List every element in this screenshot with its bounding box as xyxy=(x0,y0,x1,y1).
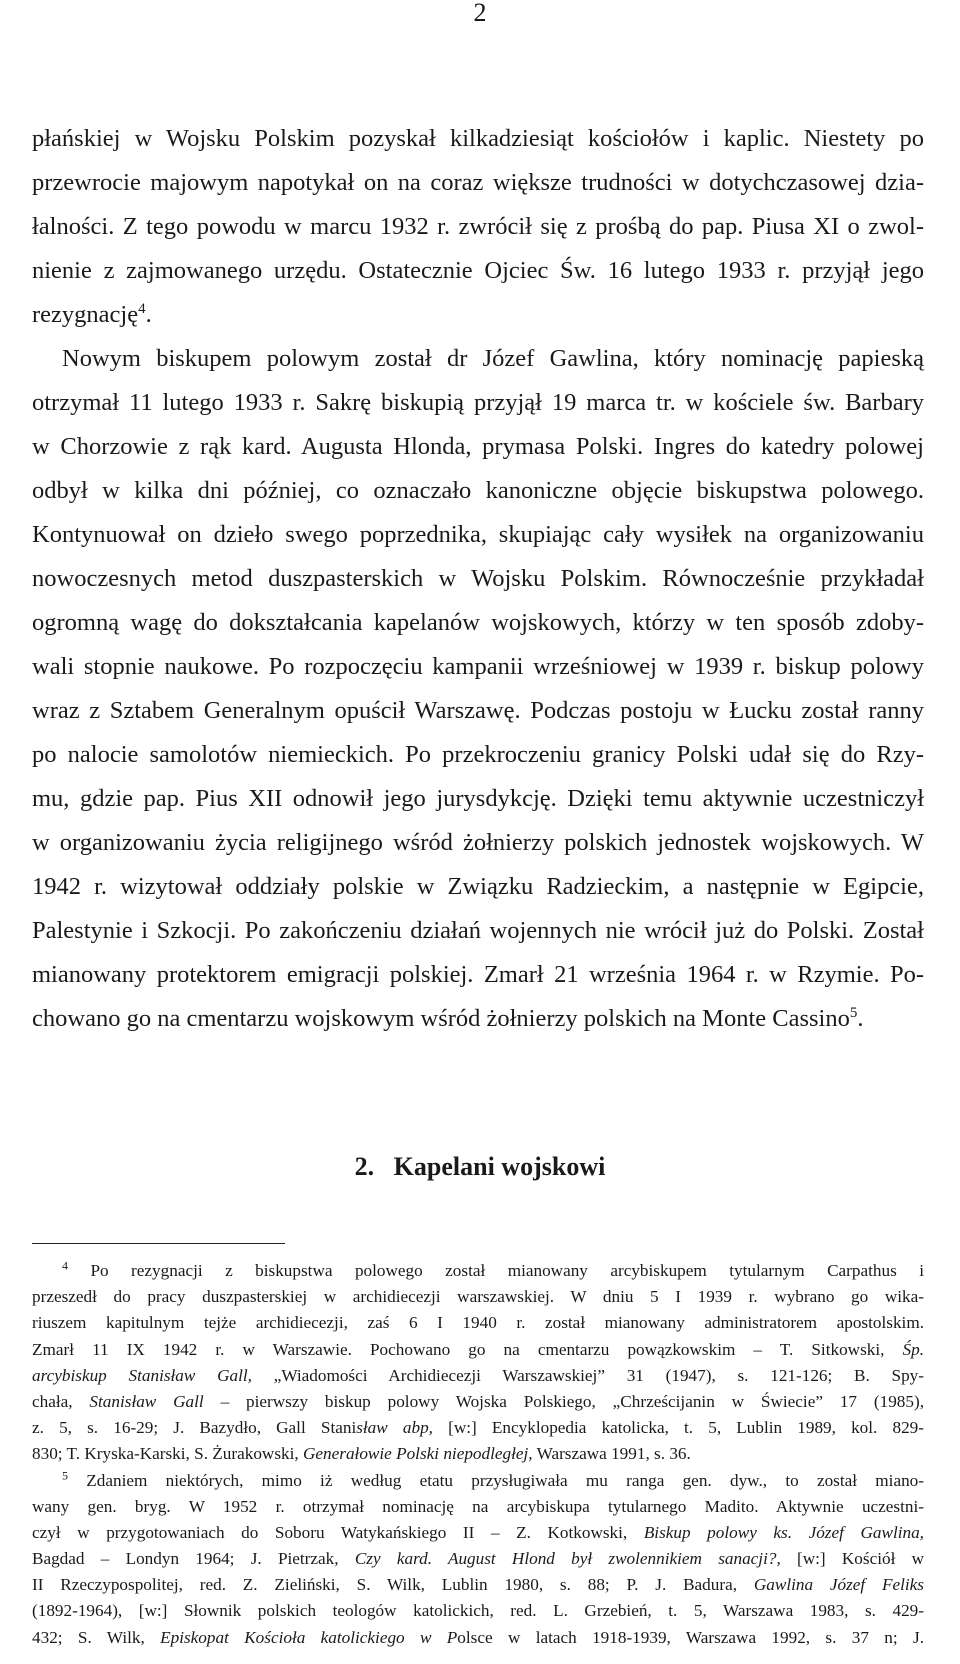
footnote-text: [w:] Encyklopedia katolicka, t. 5, Lublin 1989, kol. 829- xyxy=(448,1418,924,1438)
footnotes xyxy=(32,1258,924,1651)
period: . xyxy=(857,1005,864,1032)
footnote-number-5: 5 xyxy=(62,1467,68,1482)
footnote-5-line xyxy=(32,1625,924,1651)
body-text xyxy=(32,117,924,1041)
body-line-text: chowano go na cmentarzu wojskowym wśród żołnierzy polskich na Monte Cassino xyxy=(32,1005,850,1032)
footnote-text: z. 5, s. 16-29; J. Bazydło, Gall Stani xyxy=(32,1418,357,1438)
footnote-italic: arcybiskup Stanisław Gall, xyxy=(32,1365,252,1385)
footnote-5-line: (1892-1964), [w:] Słownik polskich teologów katolickich, red. L. Grzebień, t. 5, Warszawa 1983, s. 429- xyxy=(32,1601,924,1621)
body-line: nowoczesnych metod duszpasterskich w Wojsku Polskim. Równocześnie przykładał xyxy=(32,565,924,592)
body-line: przewrocie majowym napotykał on na coraz większe trudności w dotychczasowej dzia- xyxy=(32,169,924,196)
footnote-italic: Episkopat Kościoła katolickiego w P xyxy=(160,1627,458,1647)
footnote-separator xyxy=(32,1243,285,1244)
body-line: w organizowaniu życia religijnego wśród żołnierzy polskich jednostek wojskowych. W xyxy=(32,829,924,856)
body-line: mianowany protektorem emigracji polskiej. Zmarł 21 września 1964 r. w Rzymie. Po- xyxy=(32,961,924,988)
footnote-5-line: wany gen. bryg. W 1952 r. otrzymał nominację na arcybiskupa tytularnego Madito. Aktywnie uczestni- xyxy=(32,1496,924,1516)
footnote-5-line xyxy=(32,1468,924,1494)
footnote-text: 432; S. Wilk, xyxy=(32,1627,145,1647)
body-line: mu, gdzie pap. Pius XII odnowił jego jurysdykcję. Dzięki temu aktywnie uczestniczył xyxy=(32,785,924,812)
body-line: wraz z Sztabem Generalnym opuścił Warszawę. Podczas postoju w Łucku został ranny xyxy=(32,697,924,724)
footnote-text: Zdaniem niektórych, mimo iż według etatu przysługiwała mu ranga gen. dyw., to został miano- xyxy=(86,1470,924,1490)
body-line: łalności. Z tego powodu w marcu 1932 r. zwrócił się z prośbą do pap. Piusa XI o zwol- xyxy=(32,213,924,240)
footnote-4-line xyxy=(32,1415,924,1441)
body-line: odbył w kilka dni później, co oznaczało kanoniczne objęcie biskupstwa polowego. xyxy=(32,477,924,504)
footnote-ref-4[interactable]: 4 xyxy=(138,300,146,317)
footnote-text: – pierwszy biskup polowy Wojska Polskiego, „Chrześcijanin w Świecie” 17 (1985), xyxy=(220,1391,924,1411)
footnote-text: chała, xyxy=(32,1391,73,1411)
footnote-5-line xyxy=(32,1546,924,1572)
footnote-italic: Biskup polowy ks. Józef Gawlina, xyxy=(643,1522,924,1542)
footnote-5-line xyxy=(32,1572,924,1598)
body-line: Kontynuował on dzieło swego poprzednika, skupiając cały wysiłek na organizowaniu xyxy=(32,521,924,548)
footnote-italic: Śp. xyxy=(902,1339,924,1359)
footnote-4-line xyxy=(32,1337,924,1363)
footnote-text: Zmarł 11 IX 1942 r. w Warszawie. Pochowano go na cmentarzu powązkowskim – T. Sitkowski, xyxy=(32,1339,885,1359)
footnote-text: Po rezygnacji z biskupstwa polowego został mianowany arcybiskupem tytularnym Carpathus i xyxy=(90,1261,924,1280)
body-line: 1942 r. wizytował oddziały polskie w Związku Radzieckim, a następnie w Egipcie, xyxy=(32,873,924,900)
footnote-4-line xyxy=(32,1389,924,1415)
footnote-text: czył w przygotowaniach do Soboru Watykańskiego II – Z. Kotkowski, xyxy=(32,1522,628,1542)
footnote-number-4: 4 xyxy=(62,1258,68,1273)
footnote-4-line xyxy=(32,1258,924,1284)
body-line-text: rezygnację xyxy=(32,301,139,328)
footnote-4-line xyxy=(32,1363,924,1389)
footnote-4-line: riuszem kapitulnym tejże archidiecezji, zaś 6 I 1940 r. został mianowany administratorem apostolskim. xyxy=(32,1313,924,1333)
body-line: ogromną wagę do dokształcania kapelanów wojskowych, którzy w ten sposób zdoby- xyxy=(32,609,924,636)
body-line: płańskiej w Wojsku Polskim pozyskał kilkadziesiąt kościołów i kaplic. Niestety po xyxy=(32,125,924,152)
footnote-italic: sław abp, xyxy=(356,1418,433,1438)
footnote-text: [w:] Kościół w xyxy=(797,1549,925,1569)
footnote-text: II Rzeczypospolitej, red. Z. Zieliński, S. Wilk, Lublin 1980, s. 88; P. J. Badura, xyxy=(32,1575,738,1595)
body-line: w Chorzowie z rąk kard. Augusta Hlonda, prymasa Polski. Ingres do katedry polowej xyxy=(32,433,924,460)
body-line xyxy=(32,293,924,337)
body-line: wali stopnie naukowe. Po rozpoczęciu kampanii wrześniowej w 1939 r. biskup polowy xyxy=(32,653,924,680)
footnote-italic: Generałowie Polski niepodległej, xyxy=(303,1444,533,1464)
section-heading: 2. Kapelani wojskowi xyxy=(354,1152,606,1181)
footnote-text: „Wiadomości Archidiecezji Warszawskiej” 31 (1947), s. 121-126; B. Spy- xyxy=(273,1365,924,1385)
footnote-italic: Czy kard. August Hlond był zwolennikiem sanacji?, xyxy=(354,1549,781,1569)
body-line: Nowym biskupem polowym został dr Józef Gawlina, który nominację papieską xyxy=(62,345,924,372)
body-line: Palestynie i Szkocji. Po zakończeniu działań wojennych nie wrócił już do Polski. Został xyxy=(32,917,924,944)
page-number: 2 xyxy=(473,0,487,27)
body-line xyxy=(32,997,924,1041)
footnote-4-line xyxy=(32,1441,924,1467)
footnote-text: olsce w latach 1918-1939, Warszawa 1992, s. 37 n; J. xyxy=(457,1627,924,1647)
body-line: otrzymał 11 lutego 1933 r. Sakrę biskupią przyjął 19 marca tr. w kościele św. Barbary xyxy=(32,389,924,416)
footnote-4-line: przeszedł do pracy duszpasterskiej w archidiecezji warszawskiej. W dniu 5 I 1939 r. wybrano go wika- xyxy=(32,1287,924,1307)
body-line: po nalocie samolotów niemieckich. Po przekroczeniu granicy Polski udał się do Rzy- xyxy=(32,741,924,768)
footnote-italic: Stanisław Gall xyxy=(89,1391,204,1411)
footnote-ref-5[interactable]: 5 xyxy=(849,1004,858,1021)
footnote-italic: Gawlina Józef Feliks xyxy=(753,1575,924,1595)
body-line: nienie z zajmowanego urzędu. Ostatecznie Ojciec Św. 16 lutego 1933 r. przyjął jego xyxy=(32,257,924,284)
footnote-5-line xyxy=(32,1520,924,1546)
footnote-text: 830; T. Kryska-Karski, S. Żurakowski, xyxy=(32,1444,299,1464)
period: . xyxy=(145,301,152,328)
footnote-text: Bagdad – Londyn 1964; J. Pietrzak, xyxy=(32,1549,339,1569)
footnote-text: Warszawa 1991, s. 36. xyxy=(536,1444,691,1464)
